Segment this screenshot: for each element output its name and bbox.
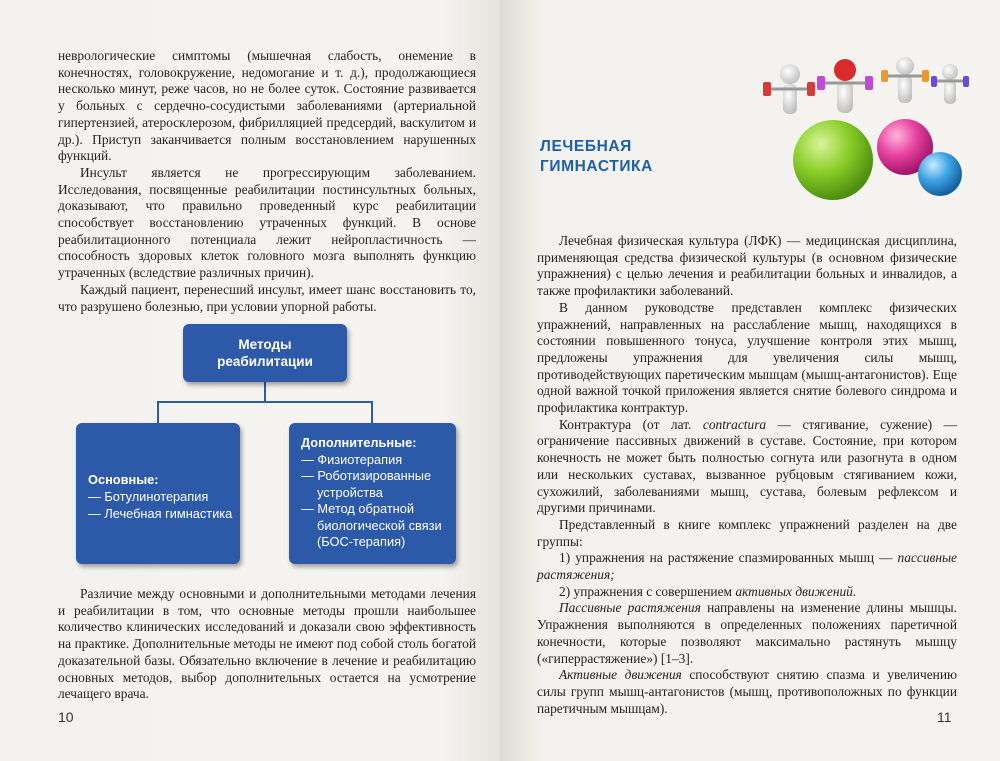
term-italic: Пассивные растяжения — [559, 600, 701, 616]
paragraph: Лечебная физическая культура (ЛФК) — медицинская дисциплина, применяющая средства физической культуры (в основном физические упражнения) с целью лечения и реабилитации больных и инвалидов, а также профилактики заболеваний. — [537, 233, 957, 299]
green-ball — [793, 120, 873, 200]
list-italic: пассивные растяжения; — [537, 550, 957, 583]
paragraph: Различие между основными и дополнительными методами лечения и реабилитации в том, что основные методы прошли наибольшее количество клинических исследований и доказали свою эффективность на практике. Дополнительные методы не имеют под собой столь богатой доказательной базы. Обязательно включение в лечение и реабилитацию основных методов, выбор дополнительных остается на усмотрение лечащего врача. — [58, 586, 476, 702]
paragraph: Инсульт является не прогрессирующим заболеванием. Исследования, посвященные реабилитации постинсультных больных, доказывают, что правильно проведенный курс реабилитации способствует восстановлению утраченных функций. В основе реабилитационного потенциала лежит нейропластичность — способность здоровых клеток головного мозга выполнять функцию утраченных (вследствие различных причин). — [58, 164, 476, 281]
list-text: 1) упражнения на растяжение спазмированных мышц — — [559, 550, 898, 566]
paragraph-text: В данном руководстве представлен комплекс физических упражнений, направленных на расслабление мышц, находящихся в состоянии повышенного тонуса, улучшение контроля этих мышц, предложены упражнения для увеличения силы мышц, противодействующих паретическим мышцам (мышц-антагонистов). Еще одной важной точкой приложения является снятие болевого синдрома и профилактика контрактур. — [537, 299, 957, 416]
connector-vertical-left — [157, 401, 159, 423]
paragraph-text: способствуют снятию спазма и увеличению силы групп мышц-антагонистов (мышц, противоположных по функции паретичным мышцам). — [537, 667, 958, 716]
latin-term: contractura — [702, 416, 767, 432]
connector-vertical-right — [371, 401, 373, 423]
list-item — [537, 550, 957, 583]
paragraph: неврологические симптомы (мышечная слабость, онемение в конечностях, головокружение, недомогание и т. д.), продолжающиеся несколько минут, реже часов, но не более суток. Состояние развивается у больных с сердечно-сосудистыми заболеваниями (артериальной гипертензией, атеросклерозом, фибрилляцией предсердий, васкулитом и др.). Приступ заканчивается полным восстановлением нарушенных функций. — [58, 48, 476, 164]
page-number-right: 11 — [937, 709, 952, 725]
paragraph-text: — стягивание, сужение) — ограничение пассивных движений в суставе. Состояние, при котором конечность не может быть полностью согнута или разогнута в одном или нескольких суставах, вызванное рубцовым стягиванием кожи, сухожилий, заболеваниями мышц, сустава, болевым рефлексом и другими причинами. — [537, 416, 958, 516]
connector-horizontal — [157, 401, 373, 403]
figure-2 — [817, 59, 873, 113]
extra-method-item: — Метод обратной — [301, 501, 415, 516]
figure-4 — [931, 64, 969, 104]
paragraph — [537, 600, 957, 667]
extra-method-item-cont: устройства — [317, 484, 383, 500]
main-method-item: — Лечебная гимнастика — [88, 506, 233, 521]
main-method-item: — Ботулинотерапия — [88, 489, 209, 504]
paragraph — [537, 667, 957, 717]
fitness-figures-illustration — [745, 52, 985, 202]
figure-1 — [763, 64, 815, 114]
list-item — [537, 584, 957, 601]
heading-line2: ГИМНАСТИКА — [540, 158, 653, 175]
term-italic: Активные движения — [559, 667, 682, 683]
heading-line1: ЛЕЧЕБНАЯ — [540, 138, 632, 155]
page-number-left: 10 — [58, 709, 74, 725]
blue-ball — [918, 152, 962, 196]
methods-box-line2: реабилитации — [217, 354, 313, 369]
extra-method-item: — Роботизированные — [301, 468, 432, 483]
extra-method-item-cont: (БОС-терапия) — [317, 534, 406, 549]
left-bottom-text — [58, 586, 476, 703]
paragraph — [537, 300, 957, 417]
main-methods-box — [76, 423, 240, 564]
paragraph-text: Контрактура (от лат. — [559, 416, 703, 432]
connector-vertical-top — [264, 382, 266, 402]
extra-methods-box — [289, 423, 456, 564]
paragraph-text: направлены на изменение длины мышцы. Упражнения выполняются в определенных положениях паретичной конечности, которые позволяют максимально растянуть мышцу («гиперрастяжение») [1–3]. — [537, 600, 957, 666]
main-methods-title: Основные: — [88, 472, 159, 487]
extra-method-item-cont: биологической связи — [317, 517, 442, 533]
figure-3 — [881, 57, 929, 103]
section-heading — [540, 137, 653, 177]
list-text: 2) упражнения с совершением — [559, 583, 736, 599]
left-top-text — [58, 48, 476, 315]
paragraph: Представленный в книге комплекс упражнений разделен на две группы: — [537, 516, 957, 549]
methods-box — [183, 324, 347, 382]
extra-methods-title: Дополнительные: — [301, 435, 417, 450]
list-italic: активных движений. — [735, 583, 857, 599]
paragraph — [537, 417, 957, 517]
methods-box-line1: Методы — [238, 337, 292, 352]
extra-method-item: — Физиотерапия — [301, 451, 403, 467]
right-body-text — [537, 233, 957, 717]
paragraph: Каждый пациент, перенесший инсульт, имеет шанс восстановить то, что разрушено болезнью, при условии упорной работы. — [58, 281, 476, 314]
